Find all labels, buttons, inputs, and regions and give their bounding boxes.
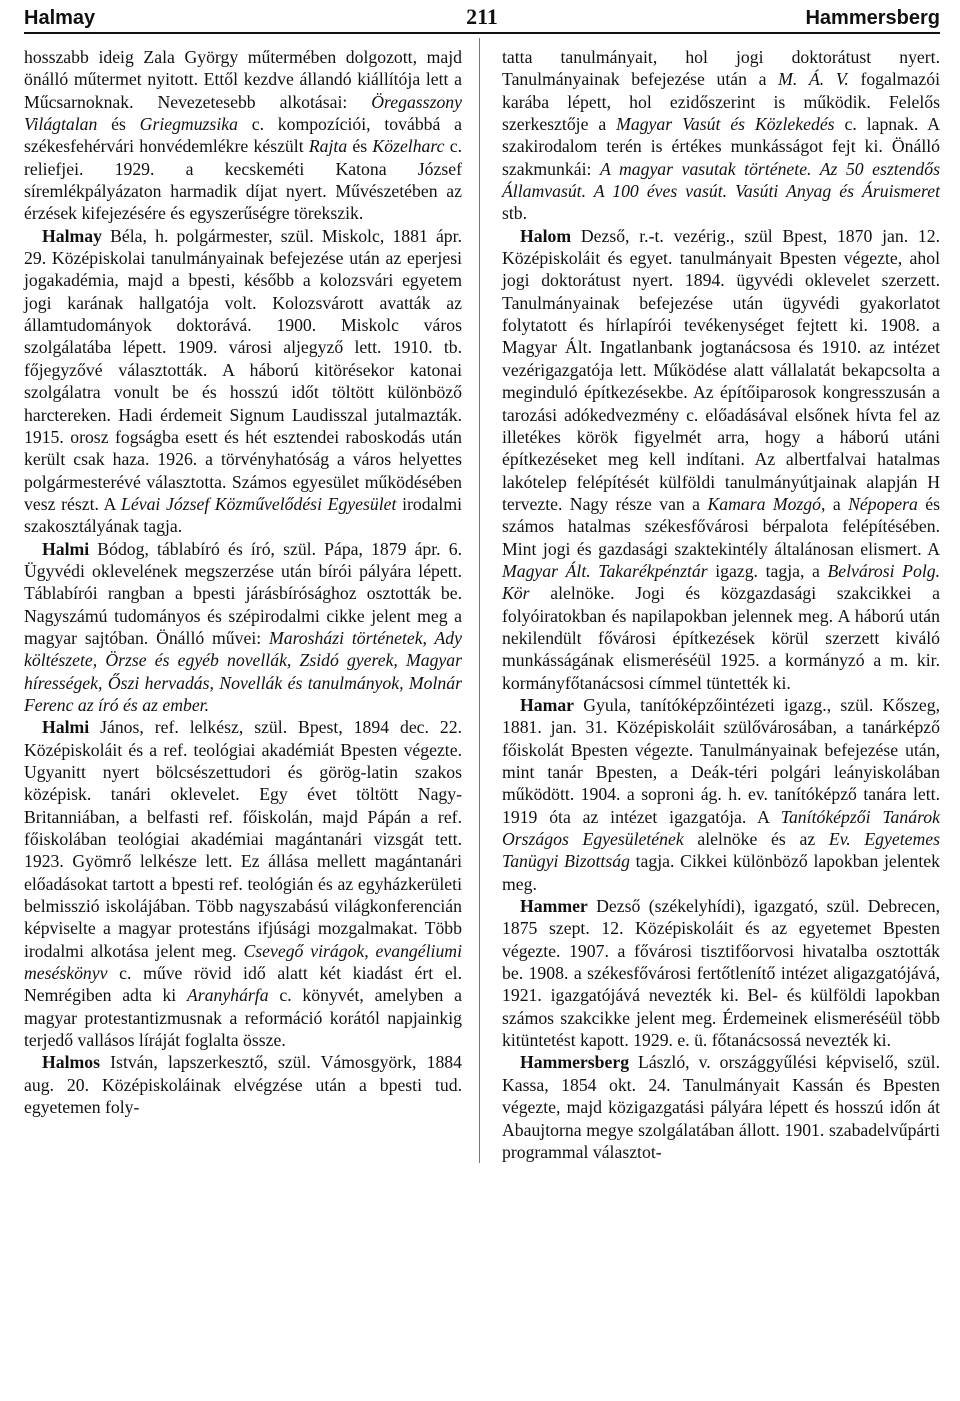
entry-headword: Hammersberg: [520, 1052, 630, 1073]
italic-title: Tanítóképzői Tanárok Országos Egyesületének: [502, 806, 941, 850]
entry-headword: Halmi: [42, 538, 90, 559]
entry-text: stb.: [502, 203, 528, 224]
entry-text: Dezső (székelyhídi), igazgató, szül. Debrecen, 1875 szept. 12. Középiskoláit és az egyetemet Bpesten végezte. 1907. a fővárosi tisztifőorvosi hivatalba osztották be. 1908. a székesfővárosi fertőtlenítő intézet aligazgatójává, 1921. igazgatójává nevezték ki. Bel- és külföldi lapokban számos szakcikke jelent meg. Érdemeinek elismeréséül több kitüntetést kapott. 1929. e. ü. főtanácsossá nevezték ki.: [502, 896, 940, 1051]
entry-continuation: [502, 46, 940, 225]
entry-text: c. könyvét, amelyben a magyar protestantizmusnak a reformáció korától napjainkig terjedő vallásos líráját foglalta össze.: [24, 985, 462, 1051]
dictionary-entry: [24, 1051, 462, 1118]
entry-headword: Hamar: [520, 694, 575, 715]
entry-text: Béla, h. polgármester, szül. Miskolc, 1881 ápr. 29. Középiskolai tanulmányainak befejezése után az eperjesi jogakadémia, majd a bpesti, később a kolozsvári egyetem jogi karának hallgatója volt. Kolozsvárott avatták az államtudományok doktorává. 1900. Miskolc város szolgálatába lépett. 1909. városi aljegyző lett. 1910. tb. főjegyzővé választották. A háború kitörésekor katonai szolgálatra vonult be és hosszú időt töltött különböző harctereken. Hadi érdemeit Signum Laudisszal jutalmazták. 1915. orosz fogságba esett és hét esztendei raboskodás után került csak haza. 1926. a törvényhatóság a város helyettes polgármesterévé választotta. Számos egyesület működésében vesz részt. A: [24, 225, 462, 514]
italic-title: Magyar Vasút és Közlekedés: [616, 114, 835, 135]
entry-text: c. műve rövid idő alatt két kiadást ért el. Nemrégiben adta ki: [24, 963, 462, 1006]
entry-text: igazg. tagja, a: [707, 560, 828, 581]
entry-text: c. lapnak. A szakirodalom terén is értékes munkásságot fejt ki. Önálló szakmunkái:: [502, 114, 940, 179]
entry-continuation: [24, 46, 462, 225]
entry-text: és: [347, 136, 373, 157]
italic-title: Magyar Ált. Takarékpénztár: [502, 560, 708, 581]
entry-text: Dezső, r.-t. vezérig., szül Bpest, 1870 jan. 12. Középiskoláit és egyet. tanulmányait Bpesten végezte, ahol jogi doktorátust nyert. 1894. ügyvédi oklevelet szerzett. Tanulmányainak befejezése után ügyvédi gyakorlatot folytatott és hírlapírói tevékenységet fejtett ki. 1908. a Magyar Ált. Ingatlanbank jogtanácsosa és 1910. az intézet vezérigazgatója lett. Működése alatt vállalatát bekapcsolta a meginduló építkezésekbe. Az építőiparosok kongresszusán a tarozási adókedvezmény c. előadásával elsőnek hívta fel az illetékes körök figyelmét arra, hogy a háború utáni építkezéseket meg kell indítani. Az albertfalvai hatalmas lakótelep felépítését külföldi tanulmányútjainak alapján H tervezte. Nagy része van a: [502, 225, 940, 514]
entry-text: Gyula, tanítóképzőintézeti igazg., szül. Kőszeg, 1881. jan. 31. Középiskoláit szülővárosában, a tanárképző főiskolát Bpesten végezte. Tanulmányainak befejezése után, mint tanár Bpesten, a Deák-téri polgári leányiskolában működött. 1904. a soproni ág. h. ev. tanítóképző tanára lett. 1919 óta az intézet igazgatója. A: [502, 694, 940, 827]
entry-text: c. reliefjei. 1929. a kecskeméti Katona József síremlékpályázaton harmadik díjat nyert. Művészetében az érzések kifejezésére és egyszerűségre törekszik.: [24, 136, 463, 224]
entry-text: hosszabb ideig Zala György műtermében dolgozott, majd önálló műtermet nyitott. Ettől kezdve állandó kiállítója lett a Műcsarnoknak. Nevezetesebb alkotásai:: [24, 47, 462, 112]
italic-title: Közelharc: [372, 136, 445, 157]
page-number: 211: [466, 4, 498, 29]
dictionary-entry: [24, 716, 462, 1051]
entry-text: alelnöke. Jogi és közgazdasági szakcikkei a folyóiratokban és napilapokban jelennek meg. A háború után nekilendült fővárosi építkezések körül szerzett kiváló munkásságának elismeréséül 1925. a kormányzó a m. kir. kormányfőtanácsosi címmel tüntették ki.: [502, 583, 940, 693]
right-column: [502, 46, 940, 1163]
entry-text: fogalmazói karába lépett, hol ezidőszerint is működik. Felelős szerkesztője a: [502, 69, 941, 135]
column-divider: [479, 38, 480, 1163]
entry-text: László, v. országgyűlési képviselő, szül. Kassa, 1854 okt. 24. Tanulmányait Kassán és Bpesten végezte, majd közigazgatási pályára lépett és hosszú időn át Abaujtorna megye szolgálatában állott. 1901. szabadelvűpárti programmal választot-: [502, 1052, 940, 1162]
entry-headword: Halmi: [42, 717, 90, 738]
italic-title: Rajta: [308, 136, 348, 157]
entry-headword: Halmay: [42, 225, 102, 246]
entry-headword: Hammer: [520, 896, 588, 917]
italic-title: Aranyhárfa: [187, 985, 269, 1006]
entry-text: tagja. Cikkei különböző lapokban jelentek meg.: [502, 851, 940, 894]
italic-title: A magyar vasutak története. Az 50 esztendős Államvasút. A 100 éves vasút. Vasúti Anyag és Áruismeret: [502, 158, 940, 202]
dictionary-entry: [24, 225, 462, 538]
header-right-keyword: Hammersberg: [805, 7, 940, 29]
italic-title: Népopera: [848, 493, 918, 514]
italic-title: Csevegő virágok, evangéliumi meséskönyv: [24, 940, 462, 984]
dictionary-entry: [24, 538, 462, 717]
italic-title: Marosházi történetek, Ady költészete, Örzse és egyéb novellák, Zsidó gyerek, Magyar hírességek, Őszi hervadás, Novellák és tanulmányok, Molnár Ferenc az író és az ember.: [24, 627, 462, 715]
header-left-keyword: Halmay: [24, 7, 96, 29]
dictionary-entry: [502, 895, 940, 1051]
entry-text: , a: [821, 493, 849, 514]
entry-text: János, ref. lelkész, szül. Bpest, 1894 dec. 22. Középiskoláit és a ref. teológiai akadémiát Bpesten végezte. Ugyanitt nyert bölcsészettudori és görög-latin szakos középisk. tanári oklevelet. Egy évet töltött Nagy-Britanniában, a belfasti ref. főiskolán, majd Pápán a ref. főiskolában teológiai akadémiai magántanári vizsgát tett. 1923. Gyömrő lelkésze lett. Ez állása mellett magántanári előadásokat tartott a bpesti ref. teológián és az egyházkerületi belmisszió iskolájában. Több nagyszabású világkonferencián képviselte a magyar protestáns ifjúsági mozgalmakat. Több irodalmi alkotása jelent meg.: [24, 717, 462, 961]
left-column: [24, 46, 462, 1163]
italic-title: Öregasszony: [371, 91, 462, 112]
italic-title: Belvárosi Polg. Kör: [502, 560, 940, 604]
italic-title: Lévai József Közművelődési Egyesület: [121, 493, 397, 514]
dictionary-entry: [502, 694, 940, 895]
italic-title: M. Á. V.: [778, 69, 849, 90]
italic-title: Világtalan: [24, 114, 98, 135]
entry-text: c. kompozíciói, továbbá a székesfehérvári honvédemlékre készült: [24, 114, 462, 157]
entry-text: és számos hatalmas székesfővárosi bérpalota felépítésében. Mint jogi és gazdasági szaktekintély általánosan elismert. A: [502, 493, 940, 559]
italic-title: Ev. Egyetemes Tanügyi Bizottság: [502, 829, 940, 872]
entry-text: irodalmi szakosztályának tagja.: [24, 493, 462, 537]
entry-text: Bódog, táblabíró és író, szül. Pápa, 1879 ápr. 6. Ügyvédi oklevelének megszerzése után bírói pályára lépett. Táblabírói rangban a bpesti járásbírósághoz osztották be. Nagyszámú tudományos és szépirodalmi cikke jelent meg a magyar sajtóban. Önálló művei:: [24, 538, 462, 648]
entry-headword: Halmos: [42, 1052, 100, 1073]
text-columns: [24, 46, 940, 1163]
italic-title: Kamara Mozgó: [707, 493, 821, 514]
entry-headword: Halom: [520, 225, 572, 246]
italic-title: Griegmuzsika: [139, 114, 238, 135]
entry-text: alelnöke és az: [683, 829, 829, 850]
page-header: [24, 0, 940, 34]
dictionary-entry: [502, 1051, 940, 1163]
dictionary-entry: [502, 225, 940, 694]
entry-text: tatta tanulmányait, hol jogi doktorátust nyert. Tanulmányainak befejezése után a: [502, 47, 940, 90]
entry-text: és: [97, 114, 140, 135]
entry-text: István, lapszerkesztő, szül. Vámosgyörk, 1884 aug. 20. Középiskoláinak elvégzése után a bpesti tud. egyetemen foly-: [24, 1052, 462, 1118]
